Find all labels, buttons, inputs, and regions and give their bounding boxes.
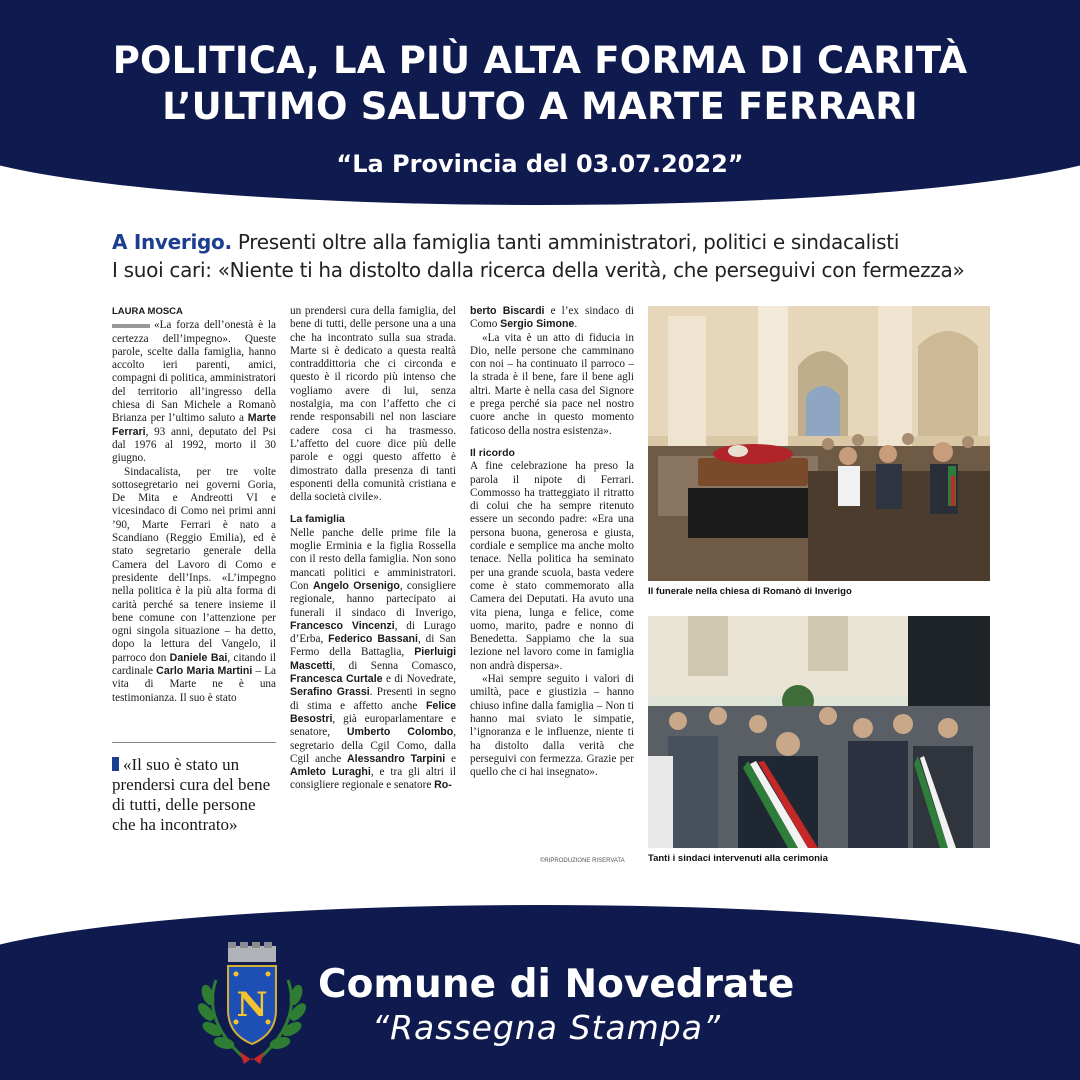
col2-text-d: , di San Fermo della Battaglia, [290, 633, 457, 659]
col2-text-c: , di Lurago d’Erba, [290, 619, 456, 646]
kicker-line-1: Presenti oltre alla famiglia tanti amministratori, politici e sindacalisti [231, 230, 900, 254]
name-grassi: Serafino Grassi [290, 686, 370, 699]
photo-mayors-crowd [648, 616, 990, 848]
name-daniele-bai: Daniele Bai [169, 651, 228, 664]
col2-text-i: , segretario della Cgil Como, dalla Cgil anche [290, 726, 456, 765]
crest-letter: N [236, 985, 268, 1025]
kicker-lead: A Inverigo. [112, 230, 232, 254]
kicker-line-2: I suoi cari: «Niente ti ha distolto dalla ricerca della verità, che perseguivi con fermezza» [112, 258, 965, 282]
col2-text-j: e [445, 752, 457, 765]
page-title [0, 38, 1080, 130]
section-il-ricordo: Il ricordo [470, 446, 515, 459]
col1-text-2-mid: , citando il cardinale [112, 651, 276, 678]
name-sergio-simone: Sergio Simone [500, 318, 575, 331]
article-column-3 [470, 305, 634, 779]
caption-photo-2: Tanti i sindaci intervenuti alla cerimonia [648, 853, 828, 864]
name-tarpini: Alessandro Tarpini [347, 752, 446, 765]
photo-church-funeral [648, 306, 990, 581]
name-colombo: Umberto Colombo [346, 726, 454, 739]
col1-text-1: «La forza dell’onestà è la certezza dell’impegno». Queste parole, scelte dalla famiglia, hanno accolto ieri parenti, amici, compagni di politica, amministratori del territorio all’ingresso della chiesa di San Michele a Romanò Brianza per l’ultimo saluto a [112, 319, 276, 425]
name-biscardi-end: berto Biscardi [470, 305, 545, 317]
col2-text-f: e di Novedrate, [382, 673, 456, 686]
col3-text-4: «Hai sempre seguito i valori di umiltà, pace e giustizia – hanno chiuso infine dalla famiglia – Non ti hanno mai sviato le simpatie, l’ignoranza e le influenze, niente ti ha distolto dalla verità che perseguivi con fermezza. Grazie per quello che ci hai insegnato». [470, 673, 634, 779]
col2-text-g: . Presenti in segno di stima e affetto anche [290, 686, 456, 712]
title-line-1: POLITICA, LA PIÙ ALTA FORMA DI CARITÀ [112, 39, 968, 82]
article-kicker [112, 228, 1012, 284]
source-subtitle: “La Provincia del 03.07.2022” [336, 150, 744, 178]
col1-text-2-end: – La vita di Marte ne è una testimonianza. Il suo è stato [112, 665, 276, 704]
copyright-note: ©RIPRODUZIONE RISERVATA [540, 858, 625, 864]
col3-text-a: e l’ex sindaco di Como [470, 305, 634, 331]
pull-quote-text: «Il suo è stato un prendersi cura del bene di tutti, delle persone che ha incontrato» [112, 755, 271, 834]
pull-quote [112, 742, 276, 835]
name-besostri: Felice Besostri [290, 699, 456, 725]
col1-text-2: Sindacalista, per tre volte sottosegretario nei governi Goria, De Mita e Andreotti VI e vicesindaco di Como nei primi anni ’90, Marte Ferrari è nato a Scandiano (Reggio Emilia), ed è stato segretario generale della Camera del Lavoro di Como e presidente dell’Inps. «L’impegno nella politica è la più alta forma di carità perché sa tenere insieme il bene comune con l’attenzione per ogni singola situazione – ha detto, dopo la lettura del Vangelo, il parroco don [112, 465, 276, 664]
col1-text-1-end: , 93 anni, deputato del Psi dal 1976 al 1992, morto il 30 giugno. [112, 425, 276, 465]
name-orsenigo: Angelo Orsenigo [312, 579, 400, 592]
col2-text-k: , e tra gli altri il consigliere regionale e senatore [290, 766, 456, 792]
col2-text-e: , di Senna Comasco, [332, 659, 456, 672]
name-bassani: Federico Bassani [328, 633, 418, 646]
col3-text-3: A fine celebrazione ha preso la parola il nipote di Ferrari. Commosso ha tratteggiato il ritratto di colui che ha sempre ritenuto essere un secondo padre: «Era una persona buona, generosa e giusta, cordiale e semplice ma anche molto tenace. Nella politica ha seminato per una grande scuola, basta vedere come è stato commemorato alla Camera dei Deputati. Ha avuto una vita piena, lunga e felice, come uomo, marito, padre e nonno di Benedetta. Sappiamo che la sua lezione nel lavoro come in famiglia non andrà dispersa». [470, 460, 634, 672]
name-biscardi-start: Ro- [434, 779, 452, 792]
footer-subtitle: “Rassegna Stampa” [372, 1008, 722, 1047]
crest-icon [196, 940, 308, 1066]
name-marte-ferrari: Marte Ferrari [112, 412, 277, 438]
col3-text-b: . [574, 318, 578, 331]
section-la-famiglia: La famiglia [290, 513, 345, 526]
name-luraghi: Amleto Luraghi [290, 766, 371, 779]
article-column-1 [112, 305, 276, 705]
dash-rule [112, 324, 150, 328]
quote-mark [112, 757, 119, 771]
article-column-2 [290, 305, 456, 793]
byline: LAURA MOSCA [112, 306, 183, 317]
name-carlo-maria-martini: Carlo Maria Martini [156, 665, 253, 678]
col3-text-2: «La vita è un atto di fiducia in Dio, nelle persone che camminano con noi – ha continuato il parroco – la strada è il bene, fare il bene agli altri. Marte è nella casa del Signore e prega perché sia pace nel nostro cuore anche in questo momento faticoso della nostra esistenza». [470, 331, 634, 437]
col2-text-a: Nelle panche delle prime file la moglie Erminia e la figlia Rossella con il resto della famiglia. Non sono mancati politici e amministratori. Con [290, 526, 456, 592]
name-mascetti: Pierluigi Mascetti [290, 646, 457, 672]
title-line-2: L’ULTIMO SALUTO A MARTE FERRARI [162, 85, 918, 128]
col2-text-b: , consigliere regionale, hanno partecipato ai funerali il sindaco di Inverigo, [290, 579, 456, 619]
col2-text-h: , già europarlamentare e senatore, [290, 712, 456, 739]
footer-name: Comune di Novedrate [318, 962, 795, 1007]
name-vincenzi: Francesco Vincenzi [290, 619, 395, 632]
caption-photo-1: Il funerale nella chiesa di Romanò di Inverigo [648, 586, 852, 597]
col2-text-1: un prendersi cura della famiglia, del bene di tutti, delle persone una a una che ha incontrato sulla sua strada. Marte si è dedicato a questa realtà contraddittoria che ci circonda e questo è il ricordo più intenso che vogliamo avere di lui, senza nostalgia, ma con l’affetto che ci rende responsabili nel non lasciare cadere cosa ci ha trasmesso. L’affetto del cuore dice più delle parole e oggi questo affetto è dimostrato dalla presenza di tanti esponenti della comunità cristiana e della società civile». [290, 305, 456, 504]
name-curtale: Francesca Curtale [290, 673, 383, 686]
